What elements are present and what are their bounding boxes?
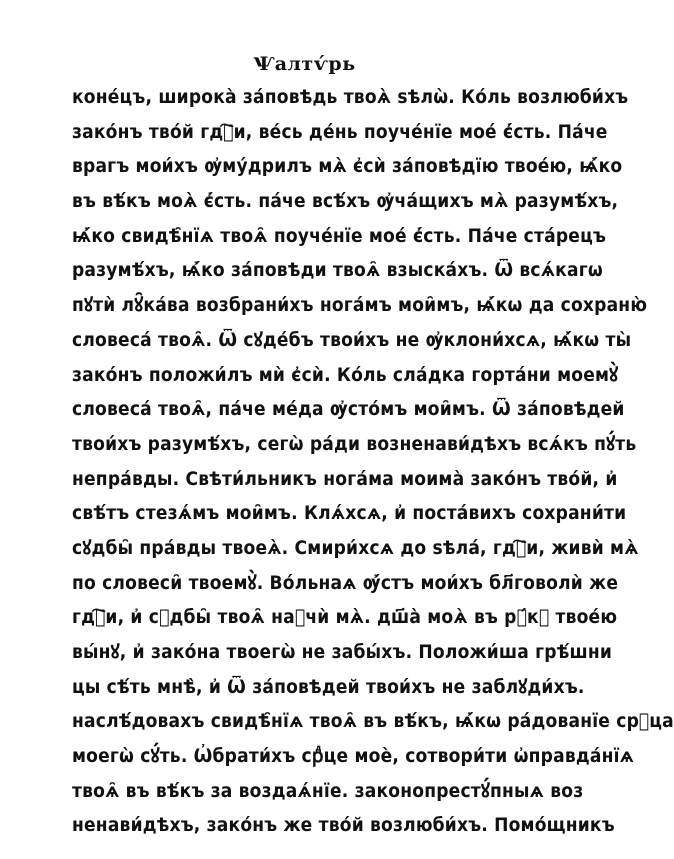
text-line: цы сѣ́ть мнѣ̀, и҆ Ѿ зáповѣдей твои́хъ не заблꙋди́хъ. [72,675,585,698]
text-line: словесá твоѧ̑. Ѿ сꙋдéбъ твои́хъ не ѹ҆клони́хсѧ, ѩ҆́кѡ ты̀ [72,328,632,351]
text-line: врагъ мои́хъ ѹ҆мýдрилъ мѧ̀ є҆сѝ зáповѣдїю твоéю, ѩ҆́ко [72,155,623,178]
text-line: въ вѣ́къ моѧ̀ є҆́сть. пáче всѣ́хъ ѹ҆чáщихъ мѧ̀ разумѣ́хъ, [72,190,619,213]
text-line: конéцъ, широка̀ зáповѣдь твоѧ̀ ѕѣлѡ̀. Кóль возлюби́хъ [72,86,629,108]
text-line: закóнъ твóй гдⷭ҇и, вéсь дéнь поучéнїе моé є҆́сть. Пáче [72,120,608,143]
text-line: свѣ́тъ стезѧ́мъ мои̑мъ. Клѧ́хсѧ, и҆ постáвихъ сохрани́ти [72,502,627,525]
text-line: вы́нꙋ, и҆ закóна твоегѡ̀ не забы́хъ. Положи́ша грѣ́шни [72,641,613,663]
text-line: непрáвды. Свѣти́льникъ ногáма моима̀ закóнъ твóй, и҆ [72,467,618,490]
text-line: гдⷭ҇и, и҆ сꙋдбы̑ твоѧ̑ наꙋчѝ мѧ̀. дш҃а̀ моѧ̀ въ рꙋ́кꙋ твоéю [72,606,618,629]
text-line: разумѣ́хъ, ѩ҆́ко зáповѣди твоѧ̑ взыскáхъ. Ѿ всѧ́кагѡ [72,259,603,282]
running-title: Ѱалтѵ́рь [253,53,356,75]
text-line: словесá твоѧ̑, пáче мéда ѹ҆стóмъ мои̑мъ. Ѿ зáповѣдей [72,398,625,421]
body-text [72,80,674,843]
text-line: твоѧ̑ въ вѣ́къ за воздаѧ́нїе. законопрестꙋ́пныѧ воз [72,779,584,802]
text-line: твои́хъ разумѣ́хъ, сегѡ̀ рáди возненави́дѣхъ всѧ́къ пꙋ́ть [72,432,637,455]
text-line: моегѡ̀ сꙋ́ть. Ѡ҆брати́хъ срⷣце моѐ, сотвори́ти ѡ҆правдáнїѧ [72,745,635,768]
text-line: закóнъ положи́лъ мѝ є҆сѝ. Кóль слáдка гортáни моемꙋ̀ [72,363,619,386]
text-line: сꙋдбы̑ прáвды твоеѧ̀. Смири́хсѧ до ѕѣлá, гдⷭ҇и, живѝ мѧ̀ [72,536,639,559]
text-line: по словеси̑ твоемꙋ̀. Вóльнаѧ ѹ҆́стъ мои́хъ бл҃говолѝ же [72,571,619,594]
text-line: ѩ҆́ко свидѣ̑нїѧ твоѧ̑ поучéнїе моé є҆́сть. Пáче стáрецъ [72,224,607,247]
text-line: наслѣ́довахъ свидѣ̑нїѧ твоѧ̑ въ вѣ́къ, ѩ҆́кѡ рáдованїе срⷣца [72,710,674,733]
text-line: ненави́дѣхъ, закóнъ же твóй возлюби́хъ. Помóщникъ [72,814,615,837]
text-line: пꙋтѝ лꙋ̑кáва возбрани́хъ ногáмъ мои̑мъ, ѩ҆́кѡ да сохраню̀ [72,294,648,317]
